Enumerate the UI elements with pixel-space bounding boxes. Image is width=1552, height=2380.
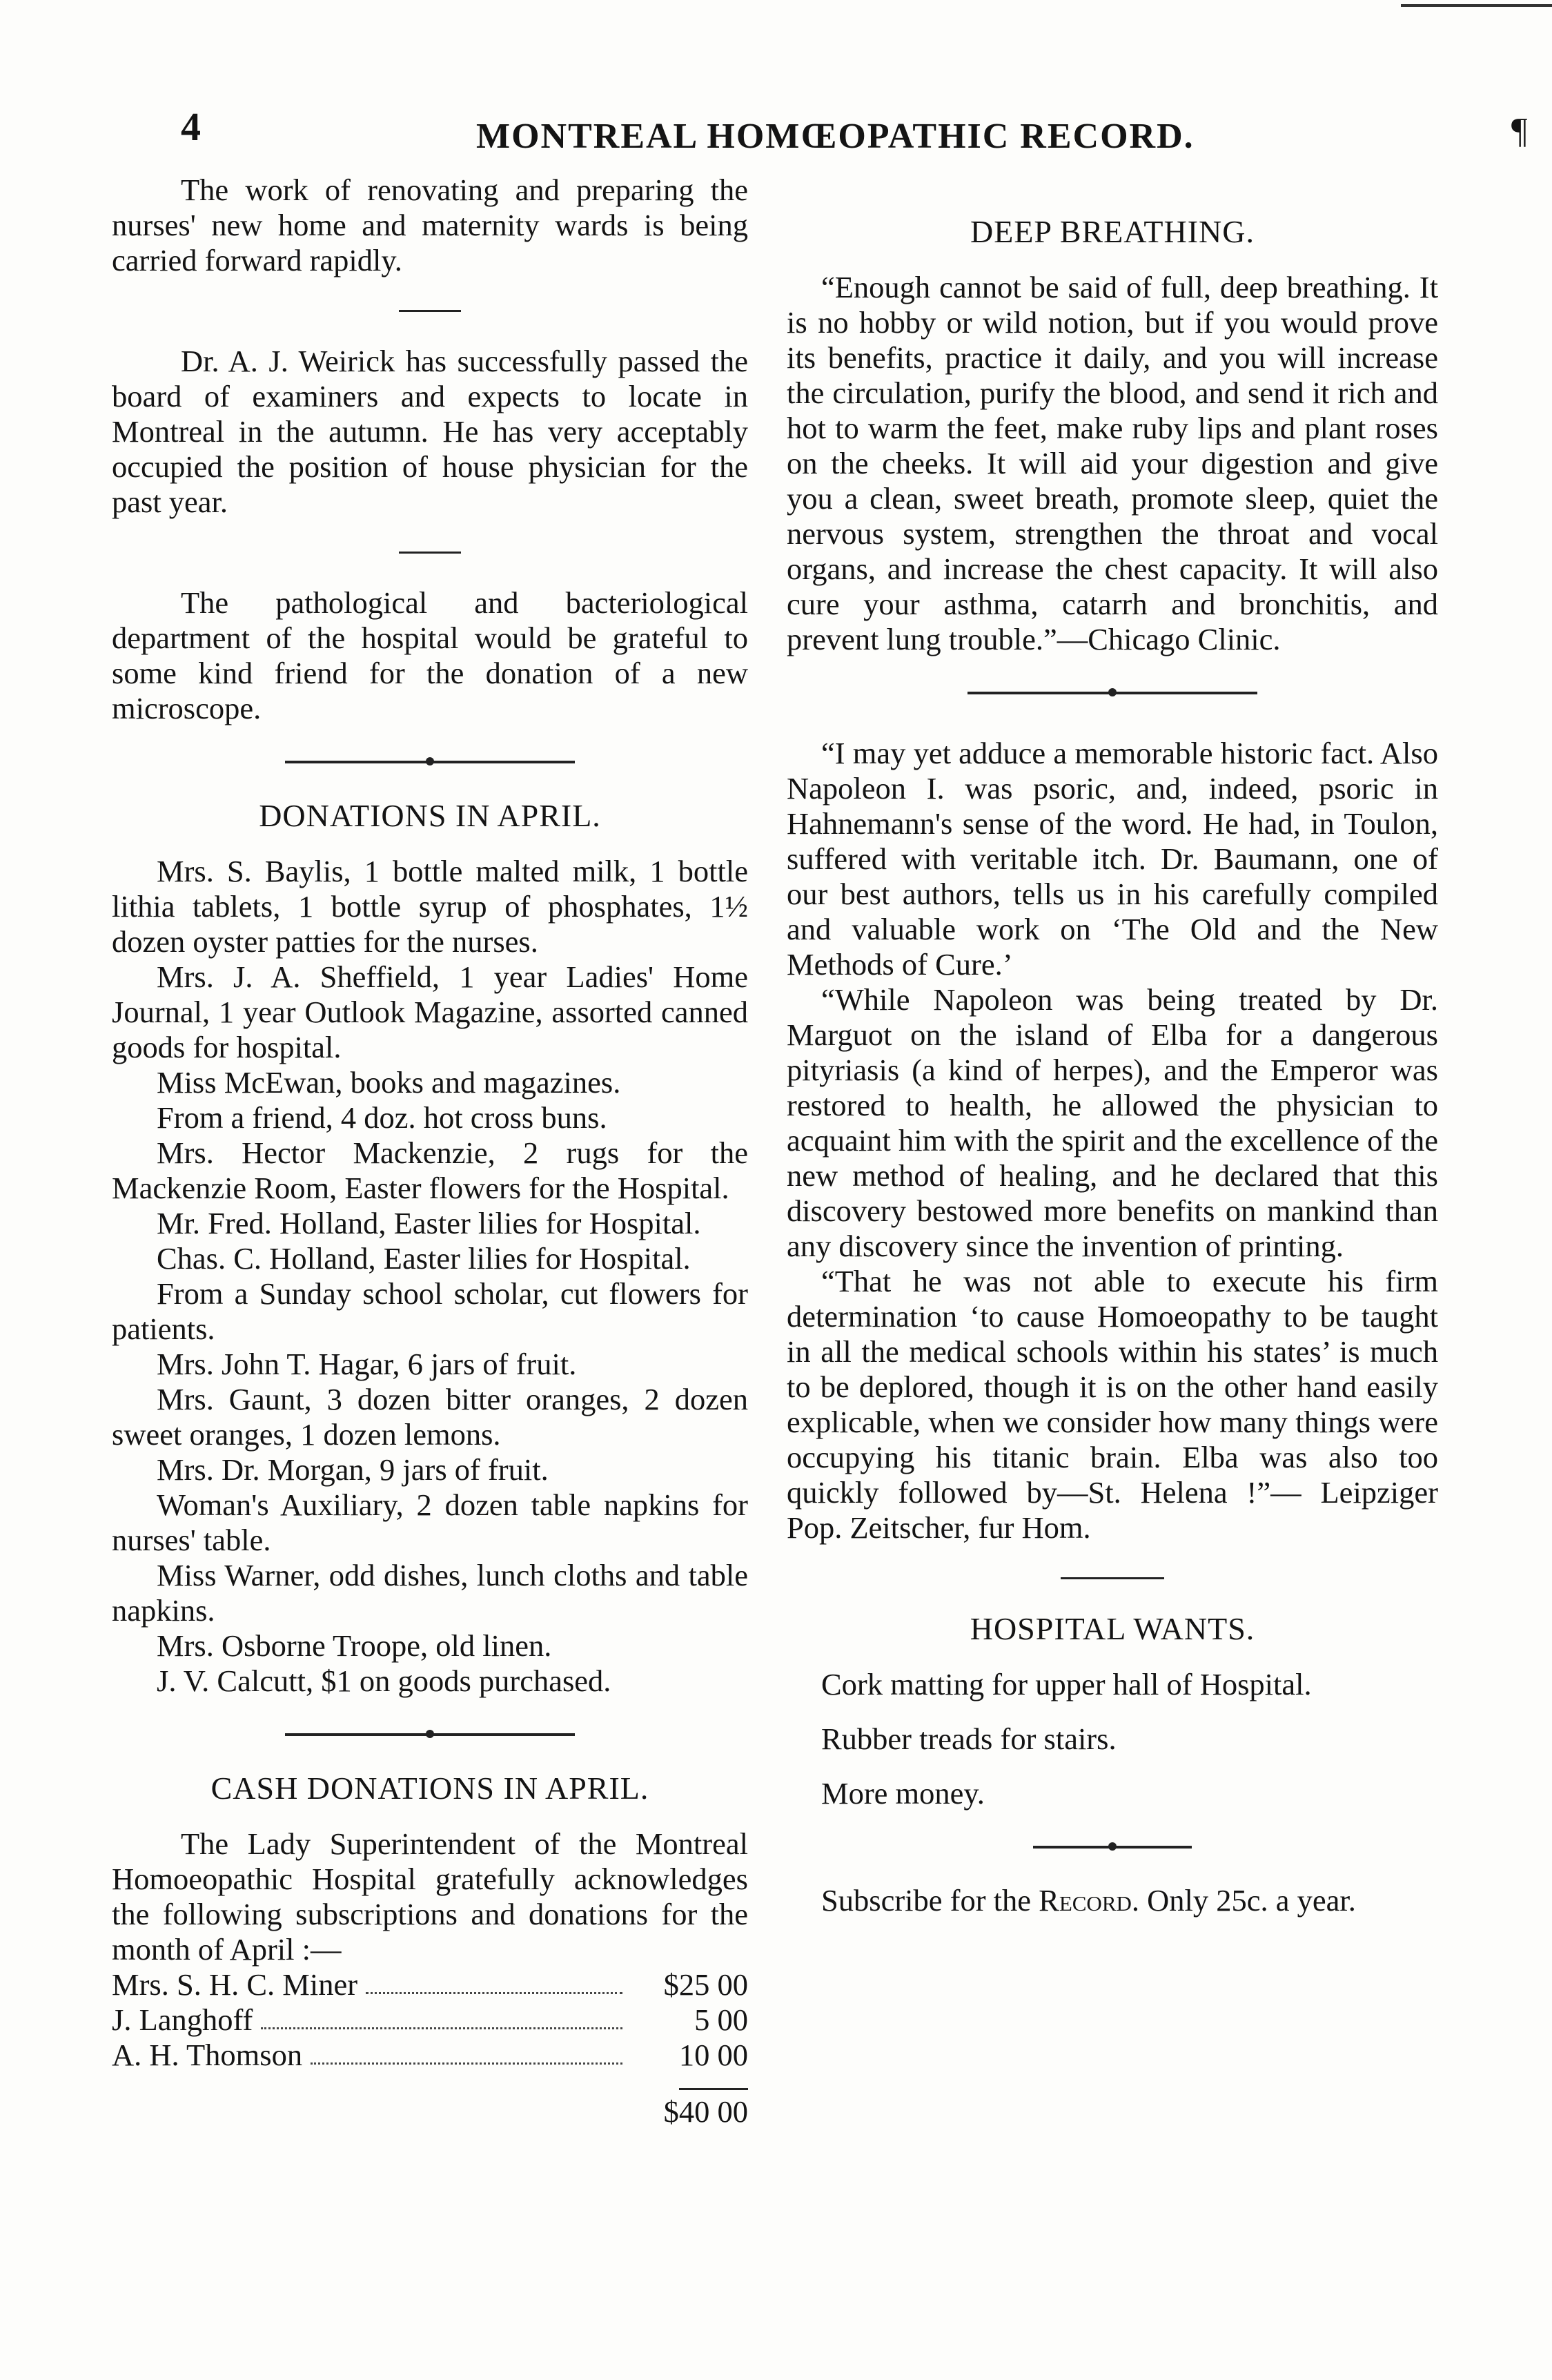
- top-edge-rule: [1401, 4, 1552, 7]
- cash-row-name: J. Langhoff: [112, 2002, 253, 2037]
- deep-breathing-text: “Enough cannot be said of full, deep breathing. It is no hobby or wild notion, but if you would prove its benefits, practice it daily, and you will increase the circulation, purify the blood, and send it rich and hot to warm the feet, make ruby lips and plant roses on the cheeks. It will aid your digestion and give you a clean, sweet breath, promote sleep, quiet the nervous system, strengthen the throat and vocal organs, and increase the chest capacity. It will also cure your asthma, catarrh and bronchitis, and prevent lung trouble.”—Chicago Clinic.: [787, 270, 1438, 656]
- donation-entry: Mrs. Gaunt, 3 dozen bitter oranges, 2 dozen sweet oranges, 1 dozen lemons.: [112, 1382, 748, 1452]
- want-item: Cork matting for upper hall of Hospital.: [821, 1667, 1312, 1701]
- deep-breathing-heading: DEEP BREATHING.: [970, 214, 1255, 249]
- dot-leader: [311, 2062, 622, 2065]
- section-divider: [285, 1733, 575, 1736]
- donation-entry: J. V. Calcutt, $1 on goods purchased.: [157, 1664, 611, 1698]
- section-divider: [285, 761, 575, 763]
- dot-leader: [366, 1992, 622, 1994]
- cash-donations-heading: CASH DONATIONS IN APRIL.: [210, 1771, 649, 1806]
- want-item: More money.: [821, 1776, 985, 1811]
- note-weirick: Dr. A. J. Weirick has successfully passed the board of examiners and expects to locate in Montreal in the autumn. He has very acceptably occupied the position of house physician for the past year.: [112, 344, 748, 519]
- cash-row-amount: 5 00: [694, 2002, 748, 2037]
- donation-entry: Woman's Auxiliary, 2 dozen table napkins for nurses' table.: [112, 1488, 748, 1557]
- running-title: MONTREAL HOMŒOPATHIC RECORD.: [476, 117, 1195, 156]
- right-column: [787, 173, 1438, 1918]
- donation-entry: Mrs. S. Baylis, 1 bottle malted milk, 1 bottle lithia tablets, 1 bottle syrup of phosphates, 1½ dozen oyster patties for the nurses.: [112, 854, 748, 959]
- short-rule: [1061, 1577, 1164, 1579]
- note-microscope: The pathological and bacteriological department of the hospital would be grateful to some kind friend for the donation of a new microscope.: [112, 585, 748, 725]
- cash-total: $40 00: [663, 2094, 748, 2129]
- total-rule: [679, 2088, 748, 2090]
- subscribe-lead: Subscribe for the: [821, 1883, 1032, 1918]
- corner-mark: ¶: [1511, 111, 1528, 150]
- note-renovation: The work of renovating and preparing the nurses' new home and maternity wards is being carried forward rapidly.: [112, 173, 748, 277]
- napoleon-paragraph: “I may yet adduce a memorable historic fact. Also Napoleon I. was psoric, and, indeed, psoric in Hahnemann's sense of the word. He had, in Toulon, suffered with veritable itch. Dr. Baumann, one of our best authors, tells us in his carefully compiled and valuable work on ‘The Old and the New Methods of Cure.’: [787, 736, 1438, 982]
- donations-heading: DONATIONS IN APRIL.: [259, 798, 601, 833]
- cash-intro: The Lady Superintendent of the Montreal Homoeopathic Hospital gratefully acknowledges the following subscriptions and donations for the month of April :—: [112, 1826, 748, 1967]
- page-number: 4: [181, 104, 201, 149]
- donation-entry: From a Sunday school scholar, cut flowers for patients.: [112, 1276, 748, 1346]
- donation-entry: Mrs. Osborne Troope, old linen.: [157, 1628, 552, 1663]
- cash-row: [112, 2002, 748, 2038]
- left-column: [112, 173, 748, 2129]
- cash-row-amount: 10 00: [678, 2038, 748, 2072]
- short-rule: [399, 552, 461, 554]
- donation-entry: Miss Warner, odd dishes, lunch cloths and table napkins.: [112, 1558, 748, 1628]
- cash-row-name: A. H. Thomson: [112, 2038, 303, 2072]
- hospital-wants-heading: HOSPITAL WANTS.: [970, 1611, 1255, 1646]
- donation-entry: From a friend, 4 doz. hot cross buns.: [157, 1100, 607, 1135]
- napoleon-paragraph: “That he was not able to execute his firm determination ‘to cause Homoeopathy to be taught in all the medical schools within his states’ is much to be deplored, though it is on the other hand easily explicable, when we consider how many things were occupying his titanic brain. Elba was also too quickly followed by—St. Helena !”— Leipziger Pop. Zeitscher, fur Hom.: [787, 1264, 1438, 1545]
- subscribe-record: Record.: [1039, 1883, 1140, 1918]
- cash-row-name: Mrs. S. H. C. Miner: [112, 1967, 358, 2002]
- donation-entry: Mrs. Hector Mackenzie, 2 rugs for the Mackenzie Room, Easter flowers for the Hospital.: [112, 1135, 748, 1205]
- short-rule: [399, 310, 461, 312]
- section-divider: [967, 692, 1257, 694]
- donation-entry: Mrs. Dr. Morgan, 9 jars of fruit.: [157, 1452, 549, 1487]
- donation-entry: Mrs. John T. Hagar, 6 jars of fruit.: [157, 1347, 577, 1381]
- want-item: Rubber treads for stairs.: [821, 1721, 1117, 1756]
- section-divider: [1033, 1846, 1192, 1849]
- donation-entry: Chas. C. Holland, Easter lilies for Hospital.: [157, 1241, 691, 1276]
- dot-leader: [261, 2027, 622, 2029]
- cash-row: [112, 2038, 748, 2073]
- subscribe-rest: Only 25c. a year.: [1147, 1883, 1356, 1918]
- cash-row-amount: $25 00: [663, 1967, 748, 2002]
- napoleon-paragraph: “While Napoleon was being treated by Dr. Marguot on the island of Elba for a dangerous pityriasis (a kind of herpes), and the Emperor was restored to health, he allowed the physician to acquaint him with the spirit and the excellence of the new method of healing, and he declared that this discovery bestowed more benefits on mankind than any discovery since the invention of printing.: [787, 982, 1438, 1263]
- donation-entry: Mr. Fred. Holland, Easter lilies for Hospital.: [157, 1206, 701, 1240]
- subscribe-notice: [787, 1883, 1438, 1918]
- cash-row: [112, 1967, 748, 2002]
- donation-entry: Mrs. J. A. Sheffield, 1 year Ladies' Home Journal, 1 year Outlook Magazine, assorted canned goods for hospital.: [112, 959, 748, 1064]
- donation-entry: Miss McEwan, books and magazines.: [157, 1065, 621, 1100]
